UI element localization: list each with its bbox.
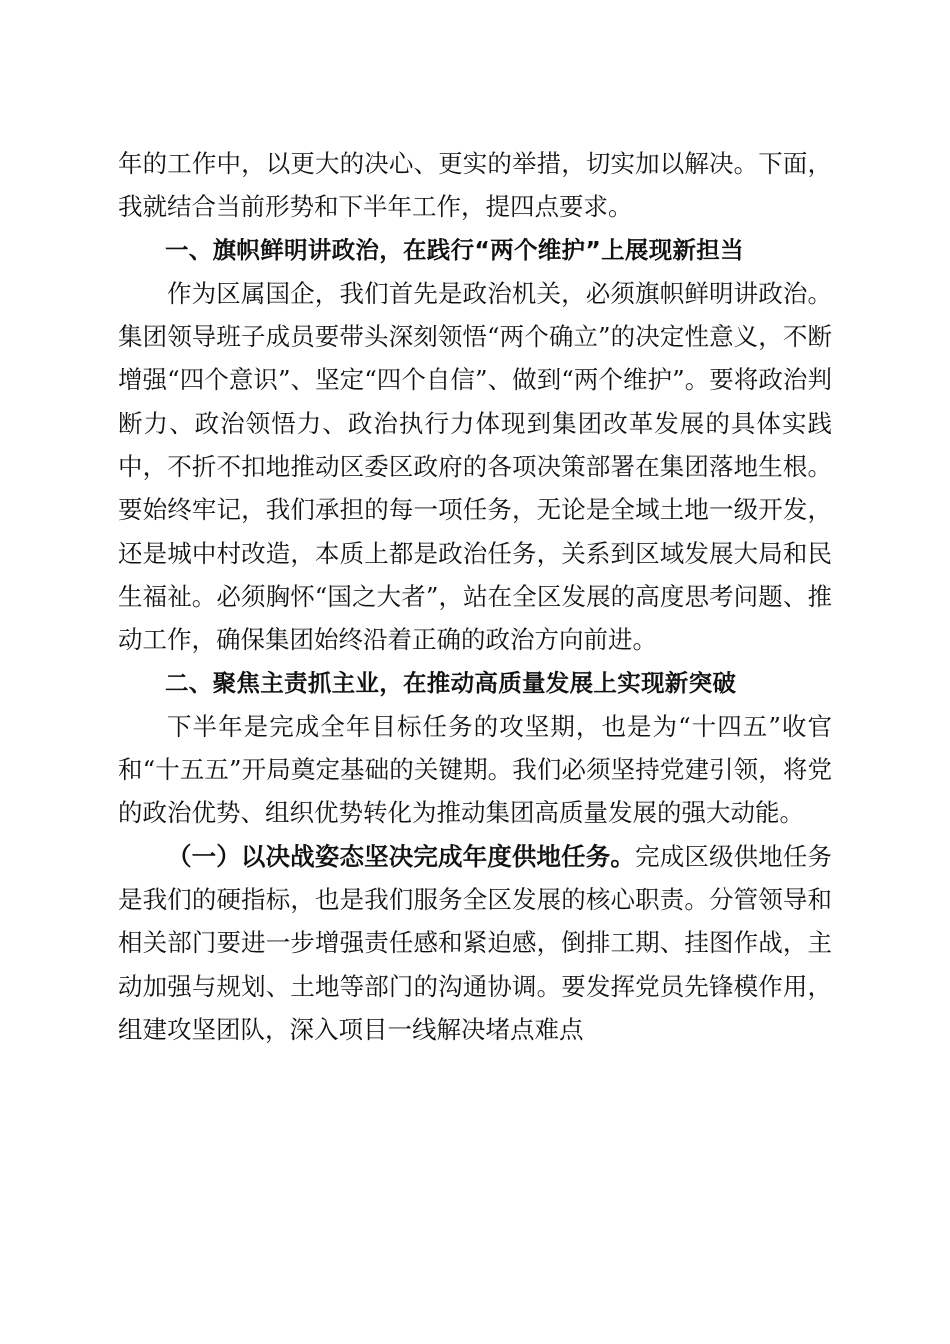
subsection-body-1: 完成区级供地任务是我们的硬指标，也是我们服务全区发展的核心职责。分管领导和相关部门要进一步增强责任感和紧迫感，倒排工期、挂图作战，主动加强与规划、土地等部门的沟通协调。要发挥党员先锋模作用，组建攻坚团队，深入项目一线解决堵点难点 bbox=[118, 841, 833, 1044]
subsection-heading-1: （一）以决战姿态坚决完成年度供地任务。 bbox=[167, 841, 636, 871]
paragraph-subsection-1 bbox=[118, 835, 832, 1051]
paragraph-continued: 年的工作中，以更大的决心、更实的举措，切实加以解决。下面，我就结合当前形势和下半年工作，提四点要求。 bbox=[118, 149, 832, 222]
document-body bbox=[118, 142, 832, 1051]
paragraph-section-2: 下半年是完成全年目标任务的攻坚期，也是为“十四五”收官和“十五五”开局奠定基础的关键期。我们必须坚持党建引领，将党的政治优势、组织优势转化为推动集团高质量发展的强大动能。 bbox=[118, 711, 832, 828]
section-heading-1: 一、旗帜鲜明讲政治，在践行“两个维护”上展现新担当 bbox=[165, 235, 744, 264]
section-heading-2: 二、聚焦主责抓主业，在推动高质量发展上实现新突破 bbox=[165, 668, 737, 697]
paragraph-section-1: 作为区属国企，我们首先是政治机关，必须旗帜鲜明讲政治。集团领导班子成员要带头深刻领悟“两个确立”的决定性意义，不断增强“四个意识”、坚定“四个自信”、做到“两个维护”。要将政治判断力、政治领悟力、政治执行力体现到集团改革发展的具体实践中，不折不扣地推动区委区政府的各项决策部署在集团落地生根。要始终牢记，我们承担的每一项任务，无论是全域土地一级开发，还是城中村改造，本质上都是政治任务，关系到区域发展大局和民生福祉。必须胸怀“国之大者”，站在全区发展的高度思考问题、推动工作，确保集团始终沿着正确的政治方向前进。 bbox=[118, 278, 832, 655]
